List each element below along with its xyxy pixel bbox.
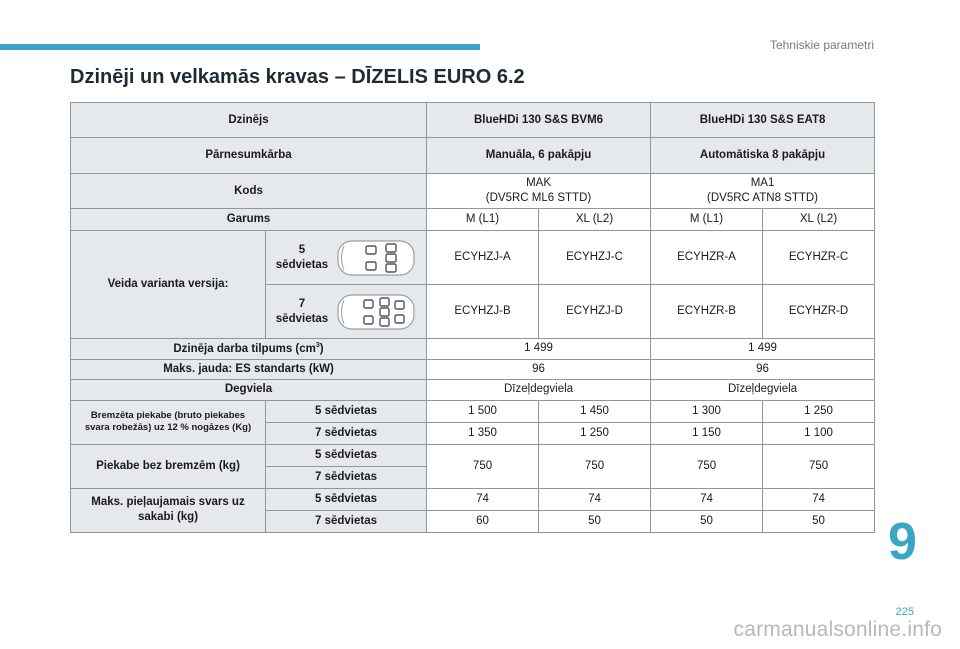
code-value-1-line2: (DV5RC ML6 STTD) [485, 192, 592, 204]
hitch-value: 50 [763, 510, 875, 532]
seat-count-5: 5 [298, 244, 306, 257]
chapter-number: 9 [888, 513, 917, 571]
braked-value: 1 250 [763, 400, 875, 422]
code-value-2-line1: MA1 [750, 177, 775, 190]
table-row-hitch-5 [71, 488, 875, 510]
unbraked-trailer-label: Piekabe bez bremzēm (kg) [71, 444, 266, 488]
van-5-seats-icon [336, 238, 416, 278]
seat-config-7-text [276, 297, 328, 326]
engine-value-1: BlueHDi 130 S&S BVM6 [427, 103, 651, 138]
code-value-2 [651, 174, 875, 209]
hitch-value: 74 [539, 488, 651, 510]
displacement-value-1: 1 499 [427, 339, 651, 360]
code-label: Kods [71, 174, 427, 209]
hitch-weight-label [71, 488, 266, 532]
engine-label: Dzinējs [71, 103, 427, 138]
braked-value: 1 100 [763, 422, 875, 444]
hitch-value: 74 [651, 488, 763, 510]
hitch-value: 50 [651, 510, 763, 532]
gearbox-value-1: Manuāla, 6 pakāpju [427, 138, 651, 174]
seats-label: 7 sēdvietas [266, 422, 427, 444]
length-value: XL (L2) [763, 209, 875, 231]
unbraked-value: 750 [539, 444, 651, 488]
seat-word-5: sēdvietas [275, 258, 329, 271]
displacement-label [71, 339, 427, 360]
seats-label: 5 sēdvietas [266, 488, 427, 510]
braked-trailer-label-line2: svara robežās) uz 12 % nogāzes (Kg) [84, 422, 252, 434]
section-name: Tehniskie parametri [769, 38, 874, 52]
table-row-power [71, 359, 875, 379]
version-label: Veida varianta versija: [71, 231, 266, 339]
hitch-value: 60 [427, 510, 539, 532]
seat-config-5-text [276, 243, 328, 272]
table-row-version-5 [71, 231, 875, 285]
seat-config-5 [266, 231, 427, 285]
length-value: M (L1) [651, 209, 763, 231]
version-code: ECYHZR-C [763, 231, 875, 285]
header-accent-bar [0, 44, 480, 50]
braked-value: 1 350 [427, 422, 539, 444]
hitch-value: 50 [539, 510, 651, 532]
table-row-unbraked-5 [71, 444, 875, 466]
watermark-text: carmanualsonline.info [733, 618, 942, 641]
braked-value: 1 450 [539, 400, 651, 422]
table-row-displacement [71, 339, 875, 360]
version-code: ECYHZJ-D [539, 285, 651, 339]
page-title: Dzinēji un velkamās kravas – DĪZELIS EURO 6.2 [70, 66, 525, 88]
hitch-weight-label-line1: Maks. pieļaujamais svars uz [91, 496, 245, 509]
displacement-label-text: Dzinēja darba tilpums (cm [173, 342, 316, 355]
version-code: ECYHZR-A [651, 231, 763, 285]
braked-trailer-label-line1: Bremzēta piekabe (bruto piekabes [90, 409, 246, 421]
gearbox-value-2: Automātiska 8 pakāpju [651, 138, 875, 174]
version-code: ECYHZJ-B [427, 285, 539, 339]
seats-label: 7 sēdvietas [266, 510, 427, 532]
braked-value: 1 500 [427, 400, 539, 422]
seats-label: 7 sēdvietas [266, 466, 427, 488]
van-7-seats-icon [336, 292, 416, 332]
braked-value: 1 300 [651, 400, 763, 422]
seats-label: 5 sēdvietas [266, 400, 427, 422]
table-row-length [71, 209, 875, 231]
displacement-label-sup: 3 [315, 342, 320, 349]
length-label: Garums [71, 209, 427, 231]
table-row-gearbox [71, 138, 875, 174]
seat-config-7 [266, 285, 427, 339]
braked-value: 1 150 [651, 422, 763, 444]
table-row-code [71, 174, 875, 209]
seat-count-7: 7 [298, 298, 306, 311]
gearbox-label: Pārnesumkārba [71, 138, 427, 174]
version-code: ECYHZJ-C [539, 231, 651, 285]
seat-word-7: sēdvietas [275, 312, 329, 325]
braked-value: 1 250 [539, 422, 651, 444]
engine-value-2: BlueHDi 130 S&S EAT8 [651, 103, 875, 138]
engine-spec-table [70, 102, 875, 533]
braked-trailer-label [71, 400, 266, 444]
hitch-value: 74 [427, 488, 539, 510]
code-value-1 [427, 174, 651, 209]
power-value-2: 96 [651, 359, 875, 379]
unbraked-value: 750 [651, 444, 763, 488]
version-code: ECYHZR-B [651, 285, 763, 339]
power-label: Maks. jauda: ES standarts (kW) [71, 359, 427, 379]
power-value-1: 96 [427, 359, 651, 379]
version-code: ECYHZJ-A [427, 231, 539, 285]
unbraked-value: 750 [427, 444, 539, 488]
hitch-value: 74 [763, 488, 875, 510]
displacement-label-end: ) [319, 342, 324, 355]
table-row-fuel [71, 379, 875, 400]
length-value: M (L1) [427, 209, 539, 231]
table-row-engine [71, 103, 875, 138]
fuel-value-2: Dīzeļdegviela [651, 379, 875, 400]
table-row-braked-5 [71, 400, 875, 422]
page-number: 225 [895, 606, 914, 618]
length-value: XL (L2) [539, 209, 651, 231]
fuel-label: Degviela [71, 379, 427, 400]
version-code: ECYHZR-D [763, 285, 875, 339]
code-value-1-line1: MAK [526, 177, 551, 190]
seats-label: 5 sēdvietas [266, 444, 427, 466]
code-value-2-line2: (DV5RC ATN8 STTD) [707, 192, 819, 204]
hitch-weight-label-line2: sakabi (kg) [137, 511, 199, 524]
fuel-value-1: Dīzeļdegviela [427, 379, 651, 400]
unbraked-value: 750 [763, 444, 875, 488]
displacement-value-2: 1 499 [651, 339, 875, 360]
